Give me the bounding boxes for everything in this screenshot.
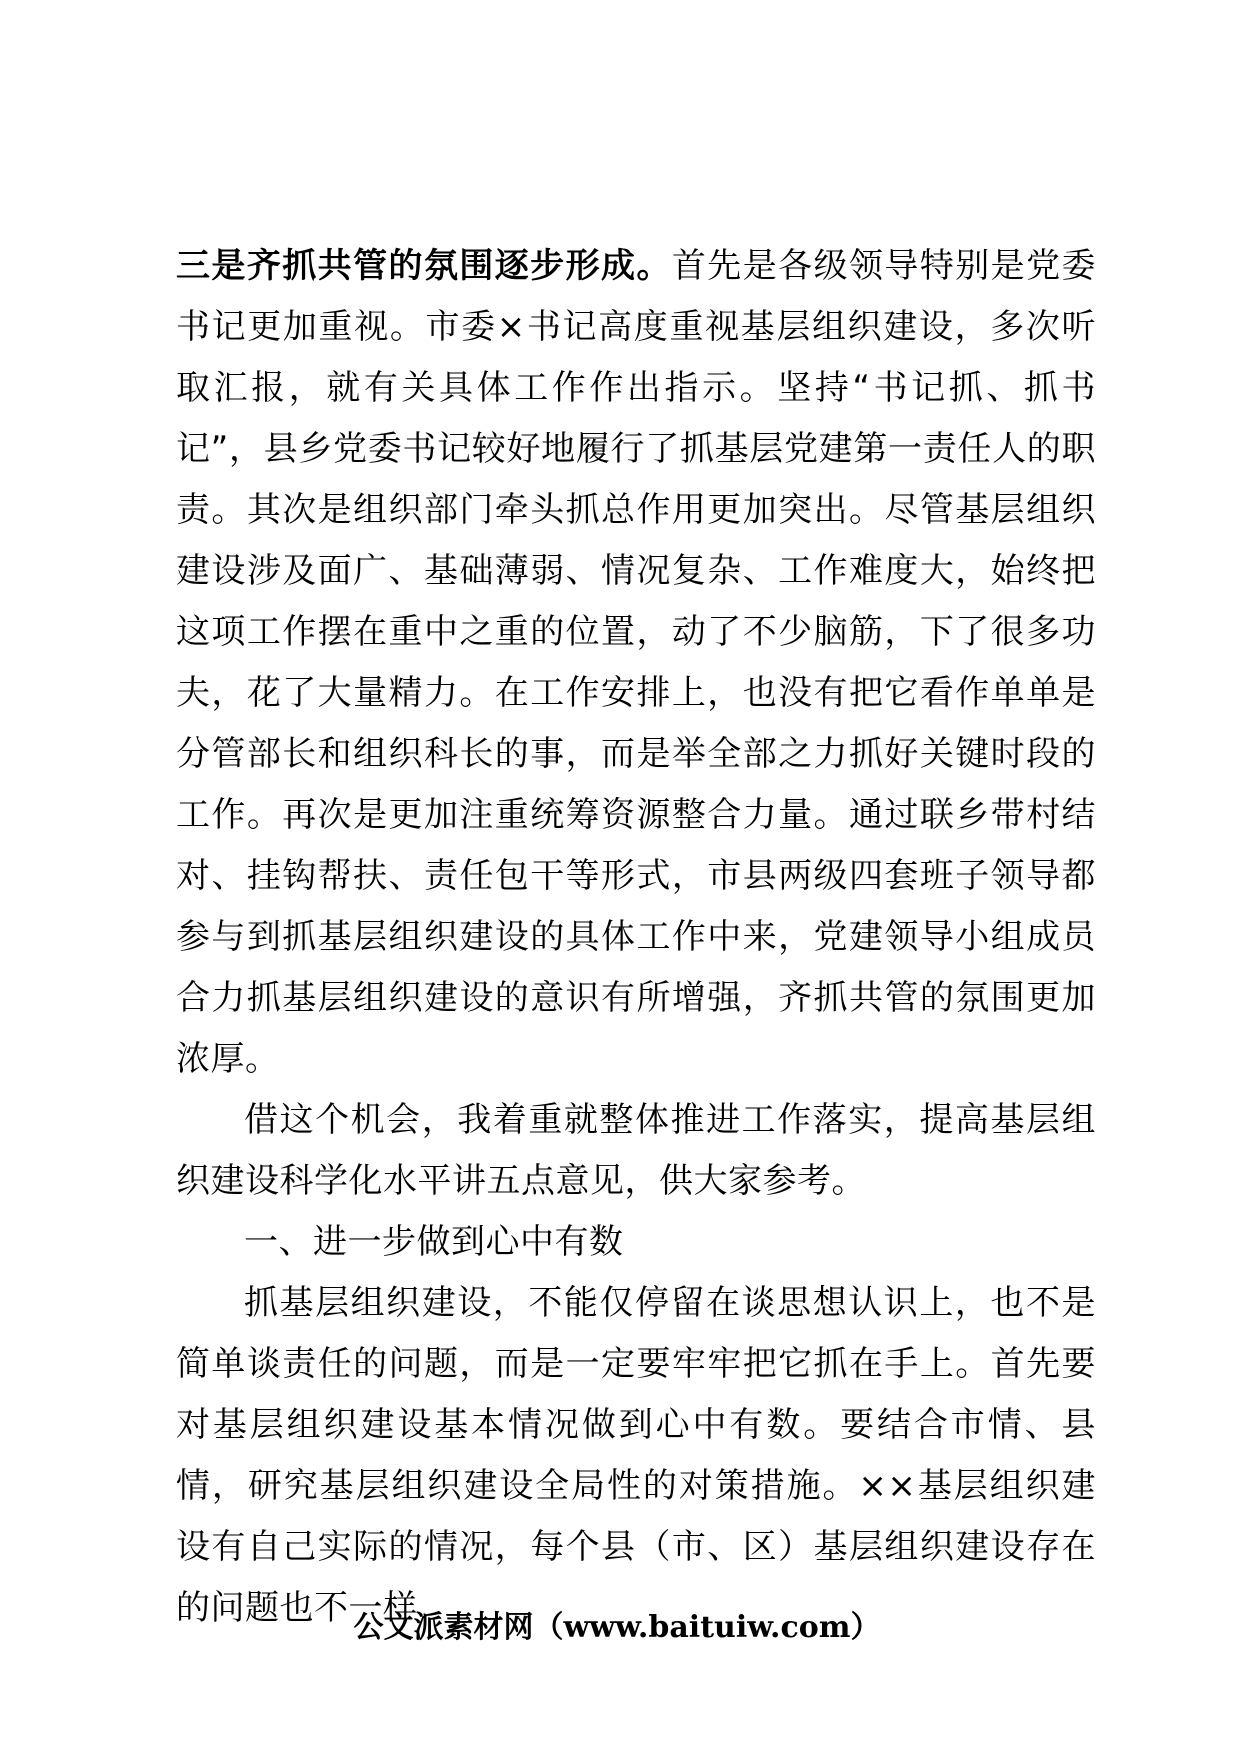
paragraph-body-text: 首先是各级领导特别是党委书记更加重视。市委×书记高度重视基层组织建设，多次听取汇报，就有关具体工作作出指示。坚持“书记抓、抓书记”，县乡党委书记较好地履行了抓基层党建第一责任人的职责。其次是组织部门牵头抓总作用更加突出。尽管基层组织建设涉及面广、基础薄弱、情况复杂、工作难度大，始终把这项工作摆在重中之重的位置，动了不少脑筋，下了很多功夫，花了大量精力。在工作安排上，也没有把它看作单单是分管部长和组织科长的事，而是举全部之力抓好关键时段的工作。再次是更加注重统筹资源整合力量。通过联乡带村结对、挂钩帮扶、责任包干等形式，市县两级四套班子领导都参与到抓基层组织建设的具体工作中来，党建领导小组成员合力抓基层组织建设的意识有所增强，齐抓共管的氛围更加浓厚。 bbox=[176, 246, 1097, 1079]
document-body bbox=[176, 236, 1096, 1639]
section-heading-one: 一、进一步做到心中有数 bbox=[244, 1222, 624, 1262]
footer-source-watermark: 公文派素材网（www.baituiw.com） bbox=[353, 1610, 881, 1645]
paragraph-section-one-body: 抓基层组织建设，不能仅停留在谈思想认识上，也不是简单谈责任的问题，而是一定要牢牢把它抓在手上。首先要对基层组织建设基本情况做到心中有数。要结合市情、县情，研究基层组织建设全局性的对策措施。××基层组织建设有自己实际的情况，每个县（市、区）基层组织建设存在的问题也不一样 bbox=[176, 1283, 1096, 1628]
paragraph-lead-bold: 三是齐抓共管的氛围逐步形成。 bbox=[176, 246, 672, 286]
paragraph-opinions-intro: 借这个机会，我着重就整体推进工作落实，提高基层组织建设科学化水平讲五点意见，供大家参考。 bbox=[176, 1100, 1096, 1201]
paragraph-achievement-three bbox=[176, 236, 1096, 1090]
